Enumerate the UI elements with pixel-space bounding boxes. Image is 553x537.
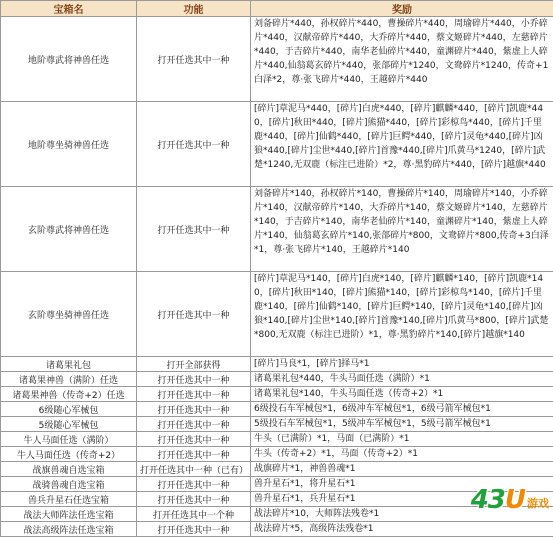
reward-cell: 刘备碎片*440，孙权碎片*440，曹操碎片*440，周瑜碎片*440，小乔碎片*440，汉献帝碎片*440，大乔碎片*440，蔡文姬碎片*440，左慈碎片*440，于吉碎片*440，南华老仙碎片*440，童渊碎片*440，紫虚上人碎片*440,仙翁葛玄碎片*440，张郃碎片*1240，文鸯碎片*1240，传奇+1白泽*2，尊·张飞碎片*440，王越碎片*440 xyxy=(251,17,553,102)
function-cell: 打开任选其中一种 xyxy=(137,17,251,102)
function-cell: 打开任选其中一种 xyxy=(137,372,251,387)
chest-name-cell: 5级随心军械包 xyxy=(1,417,137,432)
chest-name-cell: 战旗兽魂自选宝箱 xyxy=(1,462,137,477)
table-row xyxy=(1,447,553,462)
reward-cell: 战旗碎片*1，神兽兽魂*1 xyxy=(251,462,553,477)
chest-name-cell: 兽兵升星石任选宝箱 xyxy=(1,492,137,507)
chest-name-cell: 玄阶尊武将神兽任选 xyxy=(1,187,137,272)
reward-cell: [碎片]草泥马*140，[碎片]白虎*140，[碎片]麒麟*140，[碎片]凯鹿*140，[碎片]秋田*140，[碎片]熊猫*140，[碎片]彩椋鸟*140，[碎片]千里鹿*140，[碎片]仙鹤*140，[碎片]巨鳄*140，[碎片]灵龟*140,[碎片]凶狼*140,[碎片]尘世*140,[碎片]首豫*140,[碎片]爪黄马*800，[碎片]武楚*800,无双鹿（标注已进阶）*1，尊·黑豹碎片*140,[碎片]越旗*140 xyxy=(251,272,553,357)
reward-cell: 战法碎片*5，高级阵法残卷*1 xyxy=(251,522,553,537)
table-row xyxy=(1,372,553,387)
table-row xyxy=(1,387,553,402)
function-cell: 打开任选其中一种 xyxy=(137,272,251,357)
reward-cell: [碎片]马良*1，[碎片]择马*1 xyxy=(251,357,553,372)
chest-name-cell: 地阶尊坐骑神兽任选 xyxy=(1,102,137,187)
table-row xyxy=(1,477,553,492)
function-cell: 打开任选其中一种 xyxy=(137,102,251,187)
chest-name-cell: 诸葛果神兽（满阶）任选 xyxy=(1,372,137,387)
function-cell: 打开任选其中一种 xyxy=(137,477,251,492)
table-row xyxy=(1,507,553,522)
chest-name-cell: 战法高级阵法任选宝箱 xyxy=(1,522,137,537)
table-row xyxy=(1,462,553,477)
reward-cell: 兽升星石*1，兵升星石*1 xyxy=(251,492,553,507)
function-cell: 打开任选其中一种 xyxy=(137,187,251,272)
reward-cell: [碎片]草泥马*440，[碎片]白虎*440，[碎片]麒麟*440，[碎片]凯鹿*440，[碎片]秋田*440，[碎片]熊猫*440，[碎片]彩椋鸟*440，[碎片]千里鹿*440，[碎片]仙鹤*440，[碎片]巨鳄*440，[碎片]灵龟*440,[碎片]凶狼*440,[碎片]尘世*440,[碎片]首豫*440,[碎片]爪黄马*1240，[碎片]武楚*1240,无双鹿（标注已进阶）*2，尊·黑豹碎片*440，[碎片]越旗*440 xyxy=(251,102,553,187)
logo-label: 游戏 xyxy=(527,495,549,511)
chest-name-cell: 地阶尊武将神兽任选 xyxy=(1,17,137,102)
header-chest-name: 宝箱名 xyxy=(1,1,137,17)
table-row xyxy=(1,187,553,272)
chest-name-cell: 诸葛果礼包 xyxy=(1,357,137,372)
function-cell: 打开任选其中一种 xyxy=(137,387,251,402)
function-cell: 打开任选其中一种 xyxy=(137,522,251,537)
logo-mark: 43U xyxy=(471,485,525,515)
chest-name-cell: 战法大师阵法任选宝箱 xyxy=(1,507,137,522)
table-row xyxy=(1,402,553,417)
function-cell: 打开全部获得 xyxy=(137,357,251,372)
table-row xyxy=(1,432,553,447)
function-cell: 打开任选其中一种（已有） xyxy=(137,462,251,477)
chest-name-cell: 牛人马面任选（传奇+2） xyxy=(1,447,137,462)
reward-cell: 6级投石车军械包*1，6级冲车军械包*1，6级弓箭军械包*1 xyxy=(251,402,553,417)
reward-cell: 诸葛果礼包*140，牛头马面任选（传奇+2）*1 xyxy=(251,387,553,402)
function-cell: 打开任选其中一种 xyxy=(137,447,251,462)
header-reward: 奖励 xyxy=(251,1,553,17)
header-row xyxy=(1,1,553,17)
chest-name-cell: 玄阶尊坐骑神兽任选 xyxy=(1,272,137,357)
function-cell: 打开任选其中一种 xyxy=(137,432,251,447)
function-cell: 打开任选其中一种 xyxy=(137,492,251,507)
reward-cell: 战法碎片*10，大师阵法残卷*1 xyxy=(251,507,553,522)
chest-name-cell: 6级随心军械包 xyxy=(1,402,137,417)
reward-cell: 牛头（传奇+2）*1，马面（传奇+2）*1 xyxy=(251,447,553,462)
function-cell: 打开任选其中一种 xyxy=(137,402,251,417)
chest-name-cell: 牛人马面任选（满阶） xyxy=(1,432,137,447)
header-function: 功能 xyxy=(137,1,251,17)
function-cell: 打开任选其中一个种 xyxy=(137,507,251,522)
reward-cell: 牛头（已满阶）*1，马面（已满阶）*1 xyxy=(251,432,553,447)
table-row xyxy=(1,272,553,357)
reward-cell: 诸葛果礼包*440，牛头马面任选（满阶）*1 xyxy=(251,372,553,387)
function-cell: 打开任选其中一种 xyxy=(137,417,251,432)
reward-cell: 刘备碎片*140，孙权碎片*140，曹操碎片*140，周瑜碎片*140，小乔碎片*140，汉献帝碎片*140，大乔碎片*140，蔡文姬碎片*140，左慈碎片*140，于吉碎片*140，南华老仙碎片*140，童渊碎片*140，紫虚上人碎片*140，仙翁葛玄碎片*140,张郃碎片*800，文鸯碎片*800,传奇+3白泽*1，尊·张飞碎片*140，王越碎片*140 xyxy=(251,187,553,272)
reward-cell: 兽升星石*1，将升星石*1 xyxy=(251,477,553,492)
chest-name-cell: 诸葛果神兽（传奇+2）任选 xyxy=(1,387,137,402)
chest-name-cell: 战骑兽魂自选宝箱 xyxy=(1,477,137,492)
table-row xyxy=(1,357,553,372)
table-row xyxy=(1,17,553,102)
table-row xyxy=(1,102,553,187)
table-row xyxy=(1,492,553,507)
table-row xyxy=(1,417,553,432)
table-row xyxy=(1,522,553,537)
reward-cell: 5级投石车军械包*1，5级冲车军械包*1，5级弓箭军械包*1 xyxy=(251,417,553,432)
